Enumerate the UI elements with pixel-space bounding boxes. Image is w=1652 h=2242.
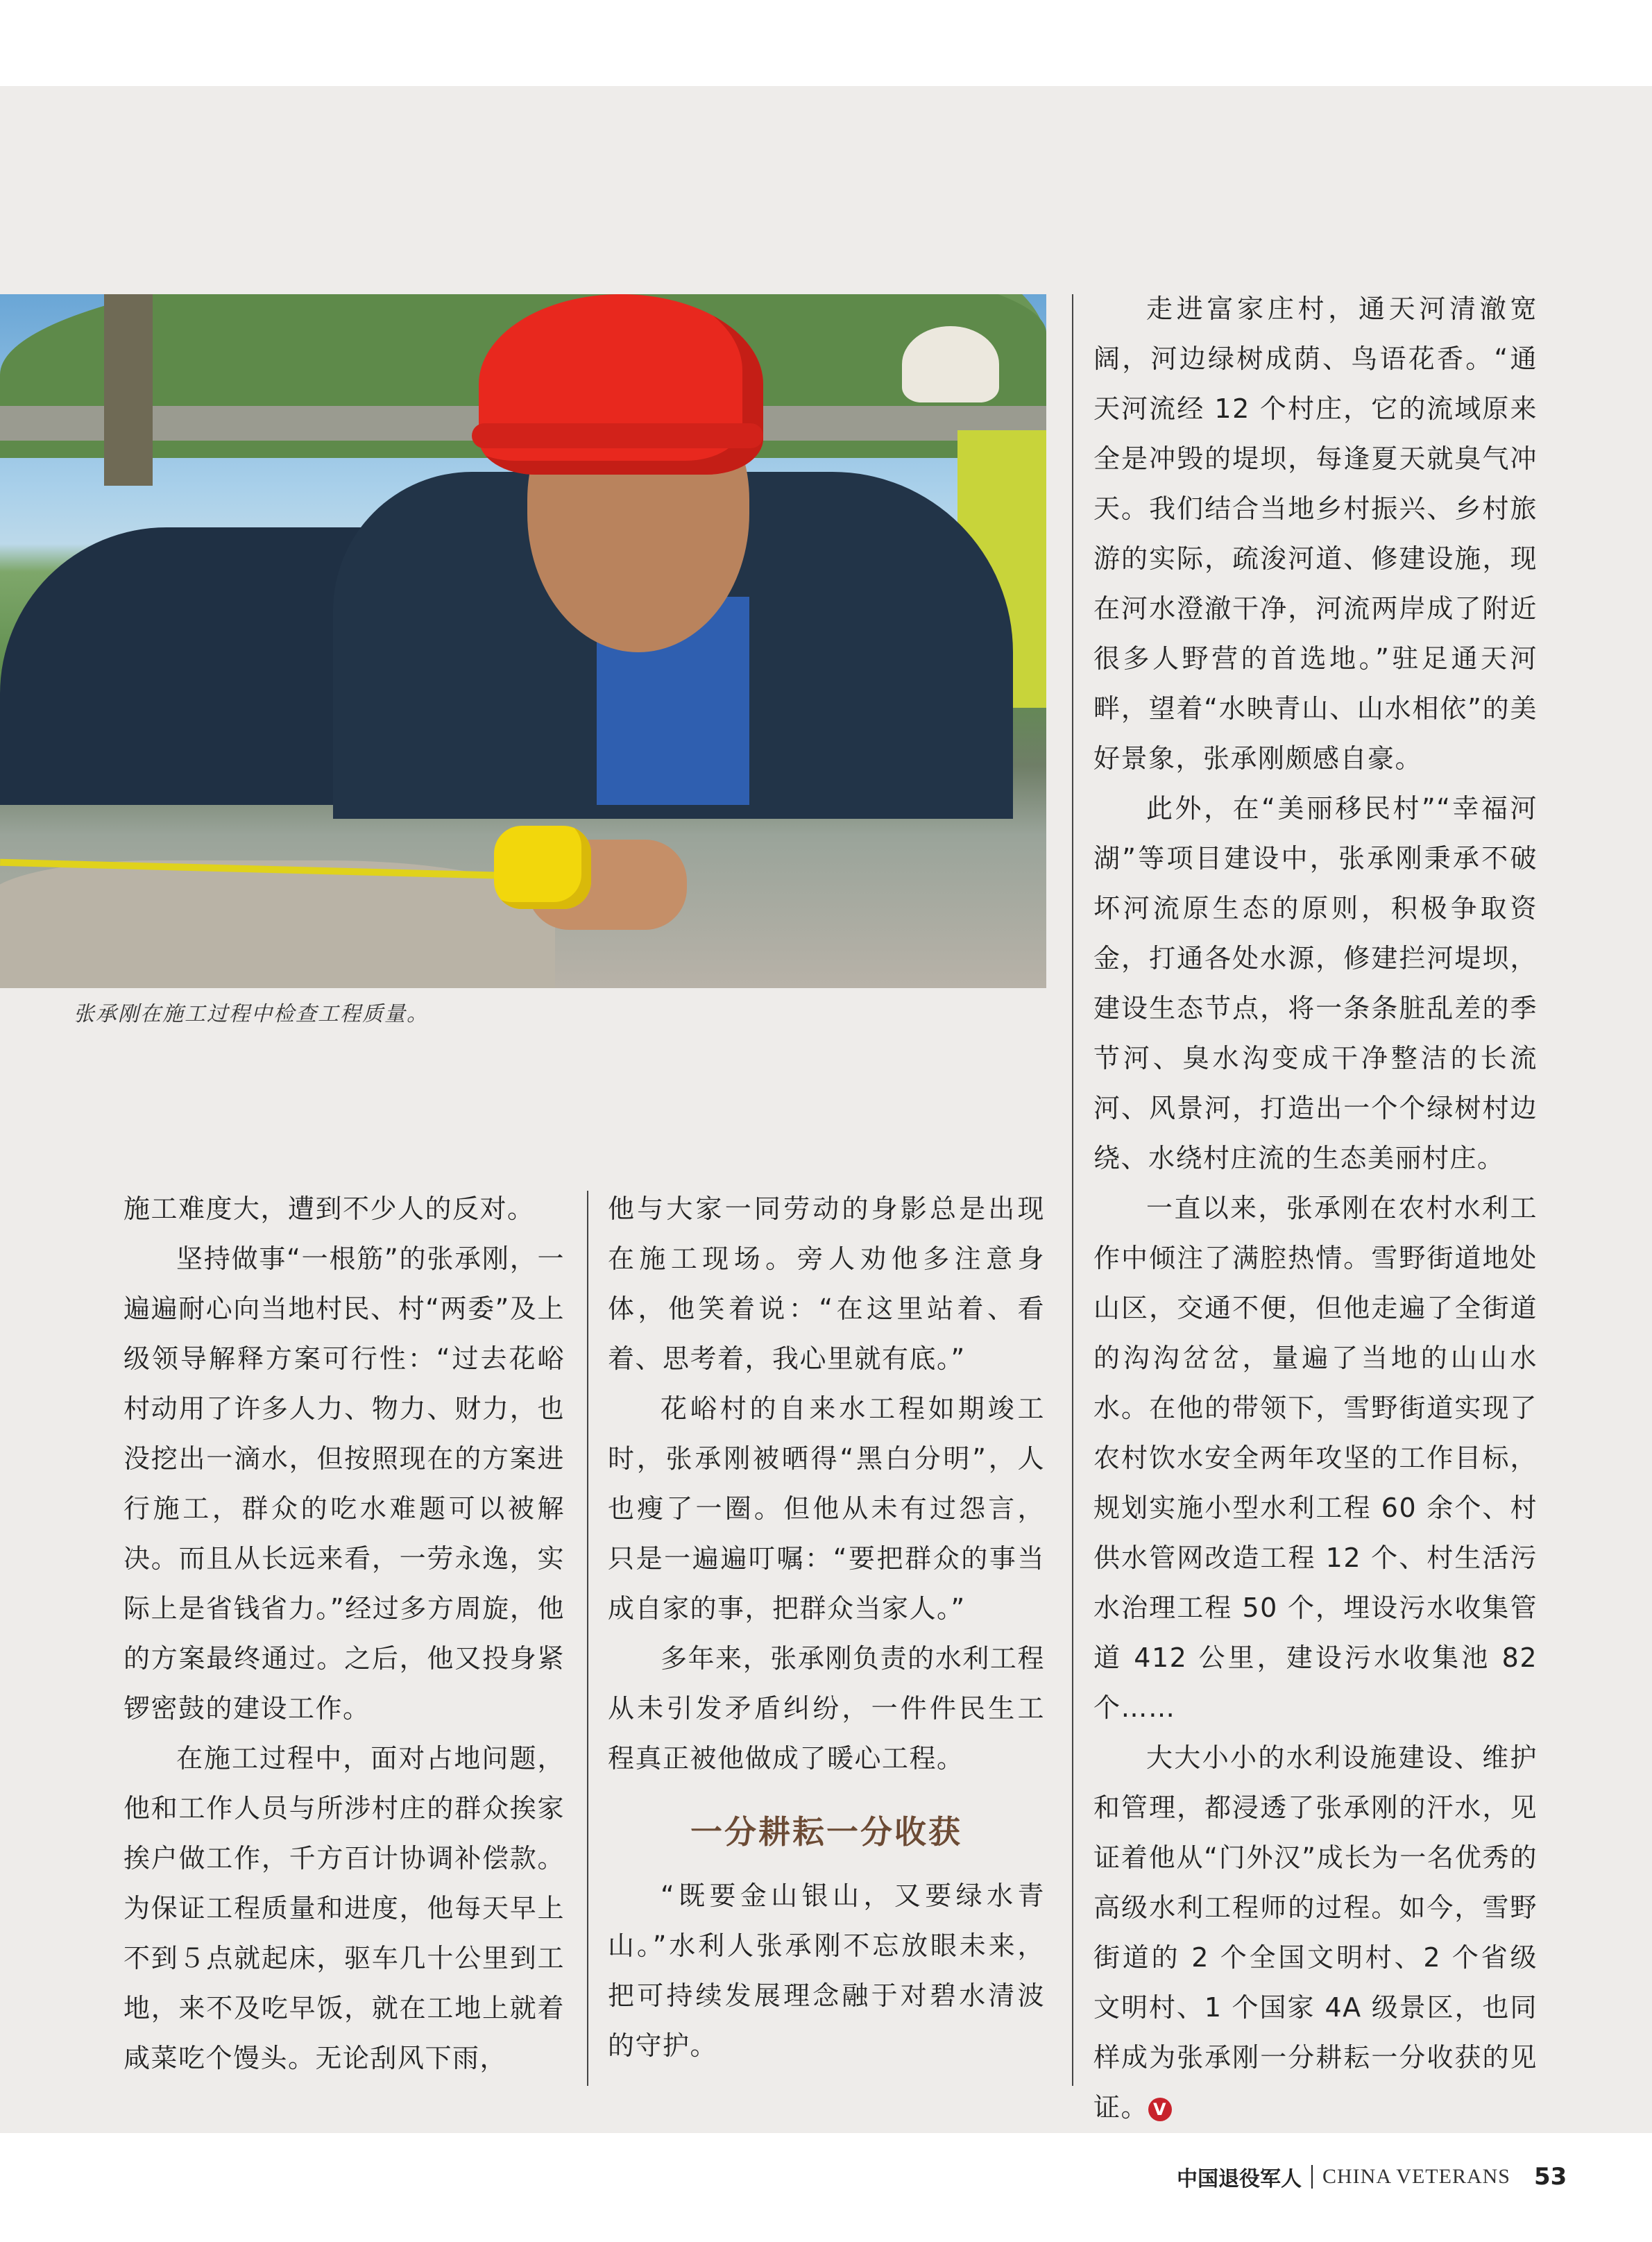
paragraph: “既要金山银山，又要绿水青山。”水利人张承刚不忘放眼未来，把可持续发展理念融于对碧水清波的守护。 [608,1880,1045,2061]
section-heading: 一分耕耘一分收获 [690,1813,962,1851]
paragraph: 走进富家庄村，通天河清澈宽阔，河边绿树成荫、鸟语花香。“通天河流经 12 个村庄，它的流域原来全是冲毁的堤坝，每逢夏天就臭气冲天。我们结合当地乡村振兴、乡村旅游的实际，疏浚河道、修建设施，现在河水澄澈干净，河流两岸成了附近很多人野营的首选地。”驻足通天河畔，望着“水映青山、山水相依”的美好景象，张承刚颇感自豪。 [1093,294,1538,774]
column-2 [608,1184,1045,2071]
paragraph: 他与大家一同劳动的身影总是出现在施工现场。旁人劝他多注意身体，他笑着说：“在这里站着、看着、思考着，我心里就有底。” [608,1194,1045,1374]
page-number: 53 [1533,2163,1567,2191]
paragraph: 花峪村的自来水工程如期竣工时，张承刚被晒得“黑白分明”，人也瘦了一圈。但他从未有过怨言，只是一遍遍叮嘱：“要把群众的事当成自家的事，把群众当家人。” [608,1393,1045,1624]
paragraph-text: 大大小小的水利设施建设、维护和管理，都浸透了张承刚的汗水，见证着他从“门外汉”成长为一名优秀的高级水利工程师的过程。如今，雪野街道的 2 个全国文明村、2 个省级文明村、1 个国家 4A 级景区，也同样成为张承刚一分耕耘一分收获的见证。 [1093,1742,1538,2123]
photo-caption: 张承刚在施工过程中检查工程质量。 [74,1002,429,1026]
footer-separator [1311,2165,1313,2189]
column-1 [124,1184,565,2083]
column-3 [1093,284,1538,2132]
column-divider [1072,294,1073,2086]
paragraph: 多年来，张承刚负责的水利工程从未引发矛盾纠纷，一件件民生工程真正被他做成了暖心工程。 [608,1643,1045,1774]
paragraph: 此外，在“美丽移民村”“幸福河湖”等项目建设中，张承刚秉承不破坏河流原生态的原则，积极争取资金，打通各处水源，修建拦河堤坝，建设生态节点，将一条条脏乱差的季节河、臭水沟变成干净整洁的长流河、风景河，打造出一个个绿树村边绕、水绕村庄流的生态美丽村庄。 [1093,793,1538,1173]
paragraph: 施工难度大，遭到不少人的反对。 [124,1194,535,1224]
paragraph [1093,1733,1538,2132]
page-footer [1177,2159,1567,2194]
paragraph: 坚持做事“一根筋”的张承刚，一遍遍耐心向当地村民、村“两委”及上级领导解释方案可行性：“过去花峪村动用了许多人力、物力、财力，也没挖出一滴水，但按照现在的方案进行施工，群众的吃水难题可以被解决。而且从长远来看，一劳永逸，实际上是省钱省力。”经过多方周旋，他的方案最终通过。之后，他又投身紧锣密鼓的建设工作。 [124,1243,565,1724]
article-photo [0,294,1046,988]
paragraph: 一直以来，张承刚在农村水利工作中倾注了满腔热情。雪野街道地处山区，交通不便，但他走遍了全街道的沟沟岔岔，量遍了当地的山山水水。在他的带领下，雪野街道实现了农村饮水安全两年攻坚的工作目标，规划实施小型水利工程 60 余个、村供水管网改造工程 12 个、村生活污水治理工程 50 个，埋设污水收集管道 412 公里，建设污水收集池 82 个…… [1093,1193,1538,1723]
magazine-english-name: CHINA VETERANS [1322,2165,1510,2188]
column-divider [587,1191,588,2086]
magazine-name: 中国退役军人 [1177,2167,1302,2191]
paragraph: 在施工过程中，面对占地问题，他和工作人员与所涉村庄的群众挨家挨户做工作，千方百计协调补偿款。为保证工程质量和进度，他每天早上不到５点就起床，驱车几十公里到工地，来不及吃早饭，就在工地上就着咸菜吃个馒头。无论刮风下雨， [124,1743,565,2073]
end-mark-icon: V [1148,2098,1172,2121]
